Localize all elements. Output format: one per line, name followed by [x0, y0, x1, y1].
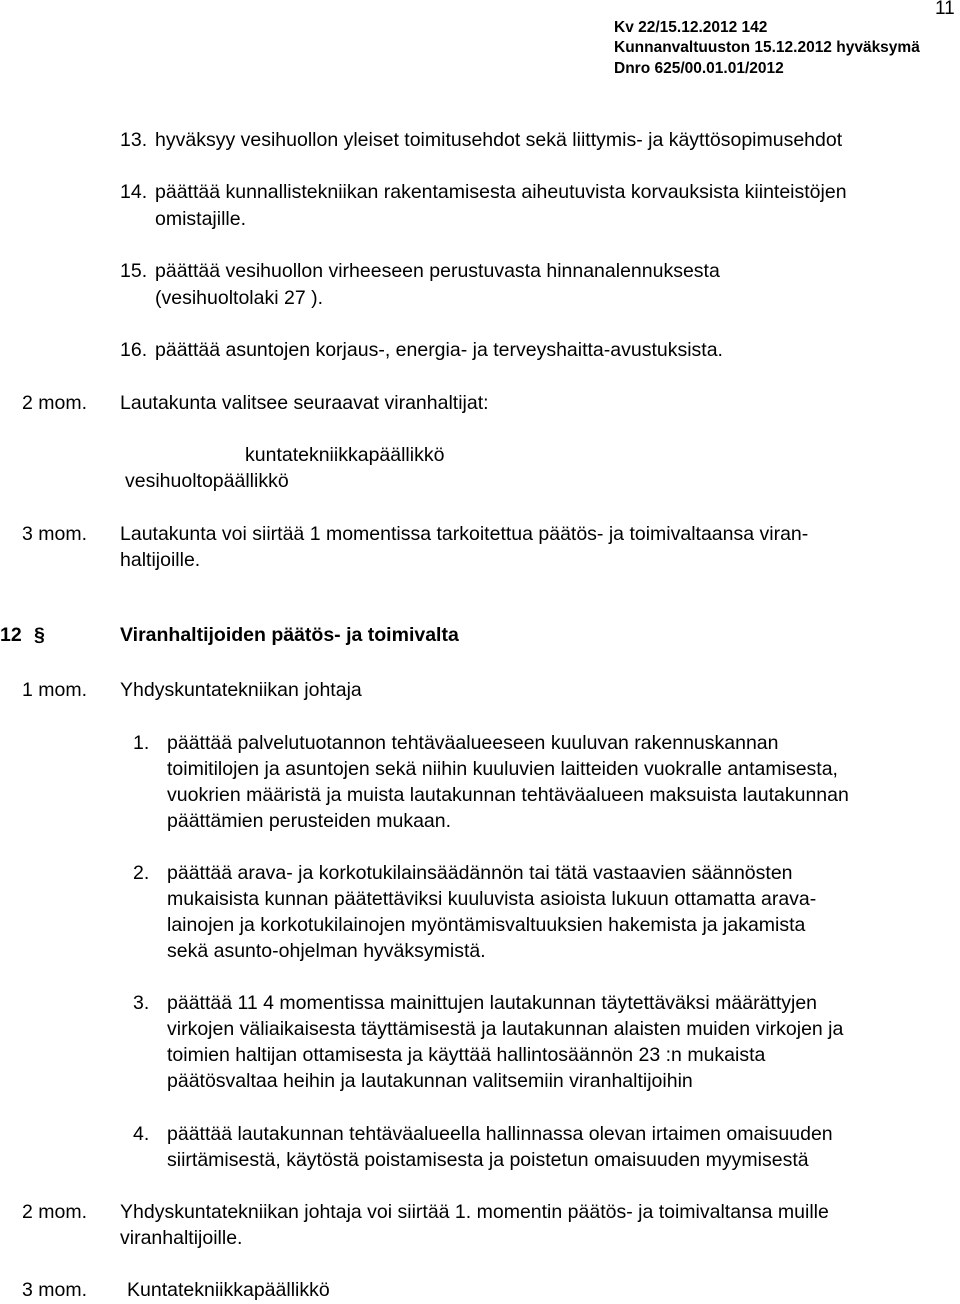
list-item-text: omistajille. — [155, 208, 247, 230]
moment-label: 3 mom. — [22, 1279, 88, 1301]
list-item-number: 4. — [133, 1123, 150, 1145]
list-item-text: päättää palvelutuotannon tehtäväalueeseen kuuluvan rakennuskannan — [167, 732, 779, 754]
moment-label: 2 mom. — [22, 392, 88, 414]
header-reference-line1: Kv 22/15.12.2012 142 — [614, 19, 768, 36]
list-item-number: 13. — [120, 129, 148, 151]
header-reference-line2: Kunnanvaltuuston 15.12.2012 hyväksymä — [614, 39, 920, 56]
moment-text: Yhdyskuntatekniikan johtaja — [120, 679, 362, 701]
list-item-text: toimien haltijan ottamisesta ja käyttää hallintosäännön 23 :n mukaista — [167, 1044, 766, 1066]
moment-text: viranhaltijoille. — [120, 1227, 243, 1249]
list-item-text: sekä asunto-ohjelman hyväksymistä. — [167, 940, 486, 962]
list-item-text: mukaisista kunnan päätettäviksi kuuluvista asioista lukuun ottamatta arava- — [167, 888, 817, 910]
list-item-text: toimitilojen ja asuntojen sekä niihin kuuluvien laitteiden vuokralle antamisesta, — [167, 758, 838, 780]
list-item-text: hyväksyy vesihuollon yleiset toimitusehdot sekä liittymis- ja käyttösopimusehdot — [155, 129, 843, 151]
official-title: vesihuoltopäällikkö — [125, 470, 289, 492]
moment-text: Lautakunta voi siirtää 1 momentissa tarkoitettua päätös- ja toimivaltaansa viran- — [120, 523, 809, 545]
moment-text: Lautakunta valitsee seuraavat viranhaltijat: — [120, 392, 489, 414]
list-item-number: 3. — [133, 992, 150, 1014]
moment-label: 2 mom. — [22, 1201, 88, 1223]
moment-text: Yhdyskuntatekniikan johtaja voi siirtää 1. momentin päätös- ja toimivaltansa muille — [120, 1201, 829, 1223]
list-item-number: 1. — [133, 732, 150, 754]
section-title: Viranhaltijoiden päätös- ja toimivalta — [120, 624, 459, 646]
list-item-text: päättää 11 4 momentissa mainittujen lautakunnan täytettäväksi määrättyjen — [167, 992, 818, 1014]
list-item-text: lainojen ja korkotukilainojen myöntämisvaltuuksien hakemista ja jakamista — [167, 914, 806, 936]
moment-label: 1 mom. — [22, 679, 88, 701]
list-item-text: päättää asuntojen korjaus-, energia- ja terveyshaitta-avustuksista. — [155, 339, 723, 361]
official-title: kuntatekniikkapäällikkö — [245, 444, 445, 466]
header-reference-line3: Dnro 625/00.01.01/2012 — [614, 60, 784, 77]
moment-label: 3 mom. — [22, 523, 88, 545]
page-number: 11 — [935, 0, 955, 19]
section-number: 12 — [0, 624, 22, 646]
section-sign-icon: § — [34, 624, 45, 646]
list-item-number: 14. — [120, 181, 148, 203]
list-item-number: 16. — [120, 339, 148, 361]
list-item-text: virkojen väliaikaisesta täyttämisestä ja lautakunnan alaisten muiden virkojen ja — [167, 1018, 844, 1040]
list-item-text: päättää arava- ja korkotukilainsäädännön tai tätä vastaavien säännösten — [167, 862, 793, 884]
list-item-text: siirtämisestä, käytöstä poistamisesta ja poistetun omaisuuden myymisestä — [167, 1149, 809, 1171]
list-item-text: päättää kunnallistekniikan rakentamisesta aiheutuvista korvauksista kiinteistöjen — [155, 181, 847, 203]
list-item-number: 15. — [120, 260, 148, 282]
list-item-text: päättää lautakunnan tehtäväalueella hallinnassa olevan irtaimen omaisuuden — [167, 1123, 833, 1145]
list-item-text: päättämien perusteiden mukaan. — [167, 810, 452, 832]
list-item-text: (vesihuoltolaki 27 ). — [155, 287, 323, 309]
list-item-text: päättää vesihuollon virheeseen perustuvasta hinnanalennuksesta — [155, 260, 720, 282]
list-item-text: vuokrien määristä ja muista lautakunnan tehtäväalueen maksuista lautakunnan — [167, 784, 849, 806]
list-item-text: päätösvaltaa heihin ja lautakunnan valitsemiin viranhaltijoihin — [167, 1070, 693, 1092]
list-item-number: 2. — [133, 862, 150, 884]
moment-text: Kuntatekniikkapäällikkö — [127, 1279, 330, 1301]
moment-text: haltijoille. — [120, 549, 201, 571]
